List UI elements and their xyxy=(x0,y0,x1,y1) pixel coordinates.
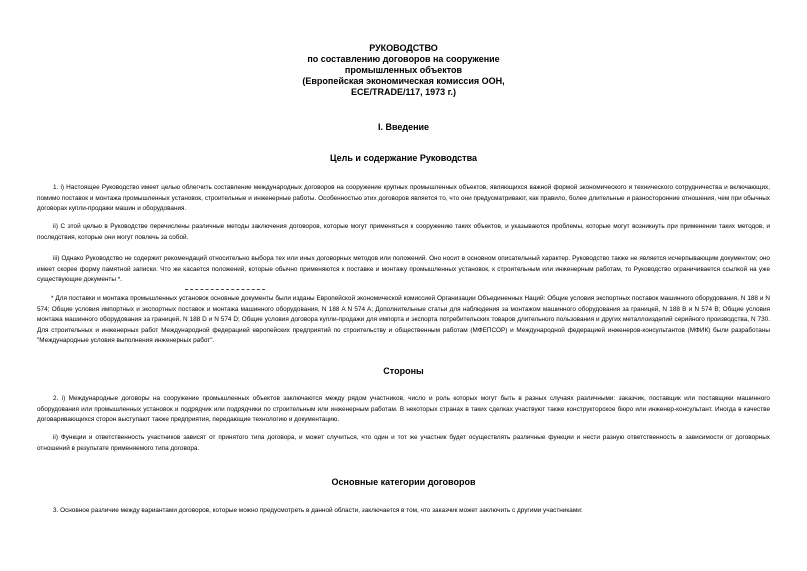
paragraph-2: ii) С этой целью в Руководстве перечислены различные методы заключения договоров, которые могут применяться к сооружению таких объектов, и указываются проблемы, которые могут возникнуть при применении таких методов, и последствия, которые они могут повлечь за собой. xyxy=(37,223,770,241)
paragraph-3: iii) Однако Руководство не содержит рекомендаций относительно выбора тех или иных договорных методов или положений. Оно носит в основном описательный характер. Руководство также не является исчерпывающим документом; оно имеет скорее форму памятной записки. Что же касается положений, которые обычно применяются к поставке и монтажу промышленных установок, к строительным или инженерным работам, то Руководство ограничивается ссылкой на уже существующие документы *. xyxy=(37,255,770,284)
title-line: по составлению договоров на сооружение xyxy=(307,54,500,64)
title-line: (Европейская экономическая комиссия ООН, xyxy=(302,76,505,86)
title-line: ECE/TRADE/117, 1973 г.) xyxy=(351,87,456,97)
paragraph-4: 2. i) Международные договоры на сооружение промышленных объектов заключаются между рядом участников, число и роль которых могут быть в разных случаях различными: заказчик, поставщик или поставщики машинного оборудования или промышленных установок и подрядчик или подрядчики по строительным или инженерным работам. В некоторых странах в таких сделках участвуют также конструкторское бюро или инженер-консультант. Иногда в качестве договаривающихся сторон выступают также предприятия, передающие технологию и документацию. xyxy=(37,395,770,424)
document-title xyxy=(0,43,807,98)
subheading-categories: Основные категории договоров xyxy=(331,477,476,487)
paragraph-6: 3. Основное различие между вариантами договоров, которые можно предусмотреть в данной области, заключается в том, что заказчик может заключить с другими участниками: xyxy=(53,507,583,514)
paragraph-1: 1. i) Настоящее Руководство имеет целью облегчить составление международных договоров на сооружение крупных промышленных объектов, являющихся важной формой экономического и технического сотрудничества и включающих, помимо поставок и монтажа промышленных установок, строительные и инженерные работы. Особенностью этих договоров является то, что они предусматривают, как правило, более длительные и разносторонние отношения, чем при обычных договорах купли-продажи машин и оборудования. xyxy=(37,184,770,213)
footnote: * Для поставки и монтажа промышленных установок основные документы были изданы Европейской экономической комиссией Организации Объединенных Наций: Общие условия экспортных поставок машинного оборудования, N 188 и N 574; Общие условия импортных и экспортных поставок и монтажа машинного оборудования, N 188 A N 574 A; Дополнительные статьи для наблюдения за монтажом машинного оборудования за границей, N 188 B и N 574 B; Общие условия монтажа машинного оборудования за границей, N 188 D и N 574 D; Общие условия договора купли-продажи для импорта и экспорта потребительских товаров длительного пользования и других металлоизделий серийного производства, N 730. Для строительных и инженерных работ Международной федерацией европейских предприятий по строительству и общественным работам (МФЕПСОР) и Международной федерацией инженеров-консультантов (МФИК) были разработаны "Международные условия выполнения инженерных работ". xyxy=(37,295,770,345)
subheading-purpose: Цель и содержание Руководства xyxy=(329,153,478,163)
title-line: РУКОВОДСТВО xyxy=(369,43,438,53)
title-line: промышленных объектов xyxy=(344,65,463,75)
paragraph-5: ii) Функции и ответственность участников зависят от принятого типа договора, и может случиться, что один и тот же участник будет осуществлять различные функции и нести разную ответственность в зависимости от договорных отношений в результате применяемого типа договора. xyxy=(37,434,770,452)
subheading-parties: Стороны xyxy=(383,366,424,376)
footnote-separator xyxy=(185,289,265,290)
section-heading: I. Введение xyxy=(377,122,430,132)
